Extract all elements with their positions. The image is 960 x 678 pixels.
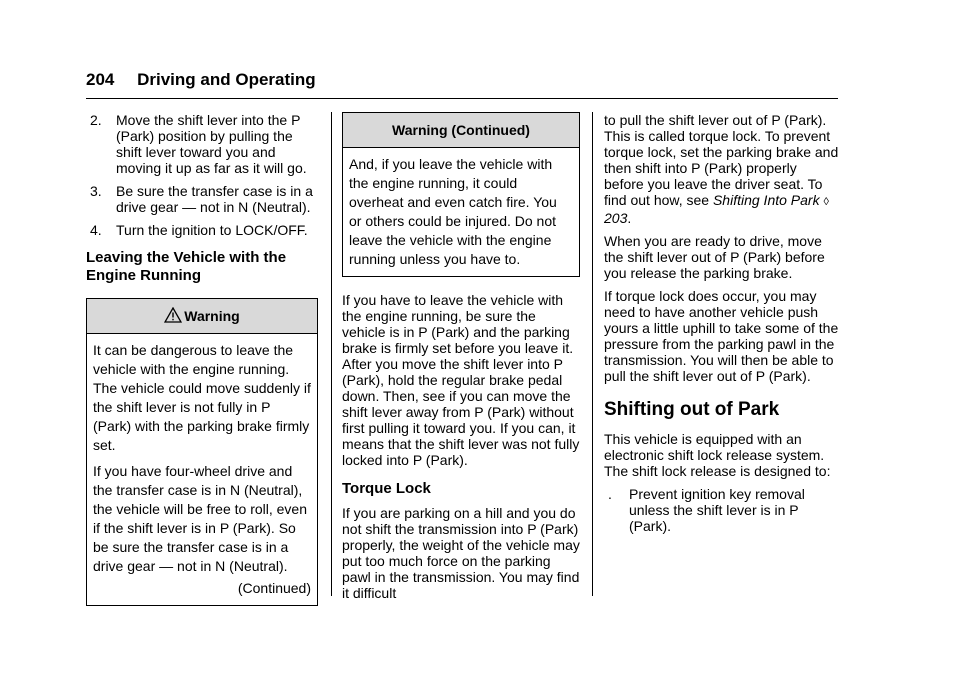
warning-header: [87, 299, 317, 334]
paragraph-text: to pull the shift lever out of P (Park). This is called torque lock. To prevent torque lock, set the parking brake and then shift into P (Park) properly before you leave the driver seat. To find out how, see: [604, 112, 839, 208]
cross-reference-link[interactable]: Shifting Into Park: [712, 192, 820, 208]
continued-label: (Continued): [237, 580, 311, 596]
bullet-text: Prevent ignition key removal unless the shift lever is in P (Park).: [629, 486, 805, 534]
header-rule: [86, 98, 838, 99]
column-divider: [331, 112, 332, 596]
cross-reference-page[interactable]: 203: [604, 210, 628, 226]
paragraph: to pull the shift lever out of P (Park). This is called torque lock. To prevent torque lock, set the parking brake and then shift into P (Park) properly before you leave the driver seat. To find out how, see Shifting Into Park ◊ 203.: [604, 112, 839, 226]
warning-paragraph: And, if you leave the vehicle with the engine running, it could overheat and even catch fire. You or others could be injured. Do not leave the vehicle with the engine running unless you have to.: [349, 156, 557, 267]
step-text: Be sure the transfer case is in a drive gear — not in N (Neutral).: [116, 183, 313, 215]
step-3: [86, 183, 318, 215]
section-title: Driving and Operating: [137, 70, 316, 89]
column-divider: [592, 112, 593, 596]
paragraph: When you are ready to drive, move the shift lever out of P (Park) before you release the parking brake.: [604, 233, 825, 281]
warning-box-continued: [342, 112, 580, 277]
section-heading: Torque Lock: [342, 480, 431, 497]
warning-paragraph: If you have four-wheel drive and the transfer case is in N (Neutral), the vehicle will be free to roll, even if the shift lever is in P (Park). So be sure the transfer case is in a drive gear — not in N (Neutral).: [93, 463, 307, 574]
page-number: 204: [86, 70, 115, 89]
step-number: 2.: [90, 112, 102, 128]
step-text: Turn the ignition to LOCK/OFF.: [116, 222, 308, 238]
warning-body: [343, 148, 579, 276]
step-number: 3.: [90, 183, 102, 199]
paragraph: This vehicle is equipped with an electronic shift lock release system. The shift lock release is designed to:: [604, 431, 831, 479]
step-text: Move the shift lever into the P (Park) position by pulling the shift lever toward you and moving it up as far as it will go.: [116, 112, 307, 176]
step-2: [86, 112, 318, 176]
paragraph: If you have to leave the vehicle with the engine running, be sure the vehicle is in P (Park) and the parking brake is firmly set before you leave it. After you move the shift lever into P (Park), hold the regular brake pedal down. Then, see if you can move the shift lever away from P (Park) without first pulling it toward you. If you can, it means that the shift lever was not fully locked into P (Park).: [342, 292, 580, 468]
warning-triangle-icon: [164, 307, 182, 323]
section-heading: Shifting out of Park: [604, 399, 780, 420]
warning-paragraph: It can be dangerous to leave the vehicle with the engine running. The vehicle could move suddenly if the shift lever is not fully in P (Park) with the parking brake firmly set.: [93, 342, 311, 453]
section-heading: Leaving the Vehicle with the Engine Running: [86, 249, 287, 284]
column-3: [604, 112, 840, 541]
warning-title: Warning: [184, 308, 240, 324]
column-1: [86, 112, 318, 606]
warning-box: [86, 298, 318, 606]
paragraph: If torque lock does occur, you may need to have another vehicle push yours a little uphill to take some of the pressure from the parking pawl in the transmission. You will then be able to pull the shift lever out of P (Park).: [604, 288, 839, 384]
warning-header: Warning (Continued): [343, 113, 579, 148]
warning-body: [87, 334, 317, 605]
column-2: [342, 112, 580, 608]
bullet-icon: .: [608, 486, 612, 502]
bullet-item: [604, 486, 840, 534]
paragraph: If you are parking on a hill and you do not shift the transmission into P (Park) properly, the weight of the vehicle may put too much force on the parking pawl in the transmission. You may find it difficult: [342, 505, 580, 601]
page-header: [86, 70, 316, 90]
step-4: [86, 222, 318, 238]
cross-reference-icon: ◊: [823, 196, 829, 208]
step-number: 4.: [90, 222, 102, 238]
